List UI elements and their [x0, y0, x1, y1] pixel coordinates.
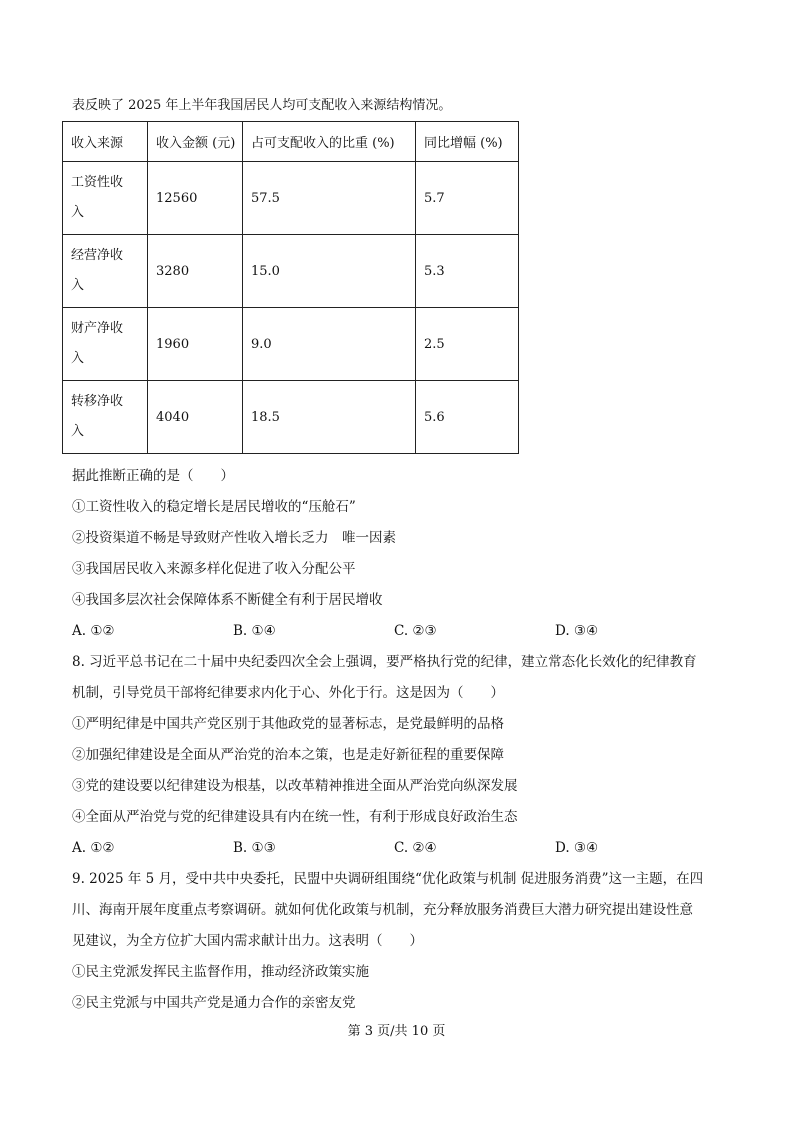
- growth-cell: 2.5: [416, 308, 519, 381]
- table-row: [63, 235, 519, 308]
- growth-cell: 5.7: [416, 162, 519, 235]
- share-cell: 9.0: [243, 308, 416, 381]
- table-row: [63, 308, 519, 381]
- q8-option-b: B. ①③: [233, 840, 276, 856]
- q7-item: ③我国居民收入来源多样化促进了收入分配公平: [72, 561, 356, 577]
- q8-options: [72, 833, 732, 864]
- amount-cell: 12560: [148, 162, 243, 235]
- q7-options: [72, 616, 732, 647]
- q7-item: ①工资性收入的稳定增长是居民增收的“压舱石”: [72, 499, 356, 515]
- q8-option-a: A. ①②: [72, 840, 115, 856]
- table-row: [63, 162, 519, 235]
- share-cell: 15.0: [243, 235, 416, 308]
- q8-stem: 机制，引导党员干部将纪律要求内化于心、外化于行。这是因为（ ）: [72, 685, 504, 701]
- source-line: 经营净收: [71, 248, 124, 263]
- q8-option-d: D. ③④: [555, 840, 599, 856]
- q9-stem: 9. 2025 年 5 月，受中共中央委托，民盟中央调研组围绕“优化政策与机制 促进服务消费”这一主题，在四: [72, 871, 704, 887]
- table-row: [63, 381, 519, 454]
- source-cell: [63, 381, 148, 454]
- growth-cell: 5.6: [416, 381, 519, 454]
- q7-stem: 据此推断正确的是（ ）: [72, 468, 234, 484]
- q8-item: ③党的建设要以纪律建设为根基，以改革精神推进全面从严治党向纵深发展: [72, 778, 518, 794]
- q7-option-d: D. ③④: [555, 623, 599, 639]
- share-cell: 18.5: [243, 381, 416, 454]
- amount-cell: 4040: [148, 381, 243, 454]
- header-share: 占可支配收入的比重 (%): [243, 122, 416, 162]
- source-line: 转移净收: [71, 394, 124, 409]
- q8-stem: 8. 习近平总书记在二十届中央纪委四次全会上强调，要严格执行党的纪律，建立常态化长效化的纪律教育: [72, 654, 697, 670]
- amount-cell: 1960: [148, 308, 243, 381]
- source-cell: [63, 235, 148, 308]
- growth-cell: 5.3: [416, 235, 519, 308]
- header-amount: 收入金额 (元): [148, 122, 243, 162]
- q7-option-b: B. ①④: [233, 623, 276, 639]
- q9-item: ②民主党派与中国共产党是通力合作的亲密友党: [72, 995, 356, 1011]
- questions: [72, 461, 732, 1019]
- q9-stem: 见建议，为全方位扩大国内需求献计出力。这表明（ ）: [72, 933, 423, 949]
- page-number: 第 3 页/共 10 页: [347, 1024, 446, 1039]
- table-header-row: [63, 122, 519, 162]
- q9-stem: 川、海南开展年度重点考察调研。就如何优化政策与机制，充分释放服务消费巨大潜力研究提出建设性意: [72, 902, 693, 918]
- q8-option-c: C. ②④: [394, 840, 437, 856]
- source-line: 入: [71, 205, 85, 220]
- source-line: 入: [71, 424, 85, 439]
- header-source: 收入来源: [63, 122, 148, 162]
- q7-option-a: A. ①②: [72, 623, 115, 639]
- source-line: 入: [71, 278, 85, 293]
- share-cell: 57.5: [243, 162, 416, 235]
- q8-item: ④全面从严治党与党的纪律建设具有内在统一性，有利于形成良好政治生态: [72, 809, 518, 825]
- q7-option-c: C. ②③: [394, 623, 437, 639]
- income-table: [62, 121, 519, 454]
- header-growth: 同比增幅 (%): [416, 122, 519, 162]
- source-cell: [63, 162, 148, 235]
- q8-item: ①严明纪律是中国共产党区别于其他政党的显著标志，是党最鲜明的品格: [72, 716, 504, 732]
- q8-item: ②加强纪律建设是全面从严治党的治本之策，也是走好新征程的重要保障: [72, 747, 504, 763]
- table-intro: 表反映了 2025 年上半年我国居民人均可支配收入来源结构情况。: [72, 98, 452, 113]
- source-line: 财产净收: [71, 321, 124, 336]
- source-line: 工资性收: [71, 175, 124, 190]
- source-line: 入: [71, 351, 85, 366]
- q9-item: ①民主党派发挥民主监督作用，推动经济政策实施: [72, 964, 369, 980]
- amount-cell: 3280: [148, 235, 243, 308]
- source-cell: [63, 308, 148, 381]
- q7-item: ②投资渠道不畅是导致财产性收入增长乏力 唯一因素: [72, 530, 396, 546]
- q7-item: ④我国多层次社会保障体系不断健全有利于居民增收: [72, 592, 383, 608]
